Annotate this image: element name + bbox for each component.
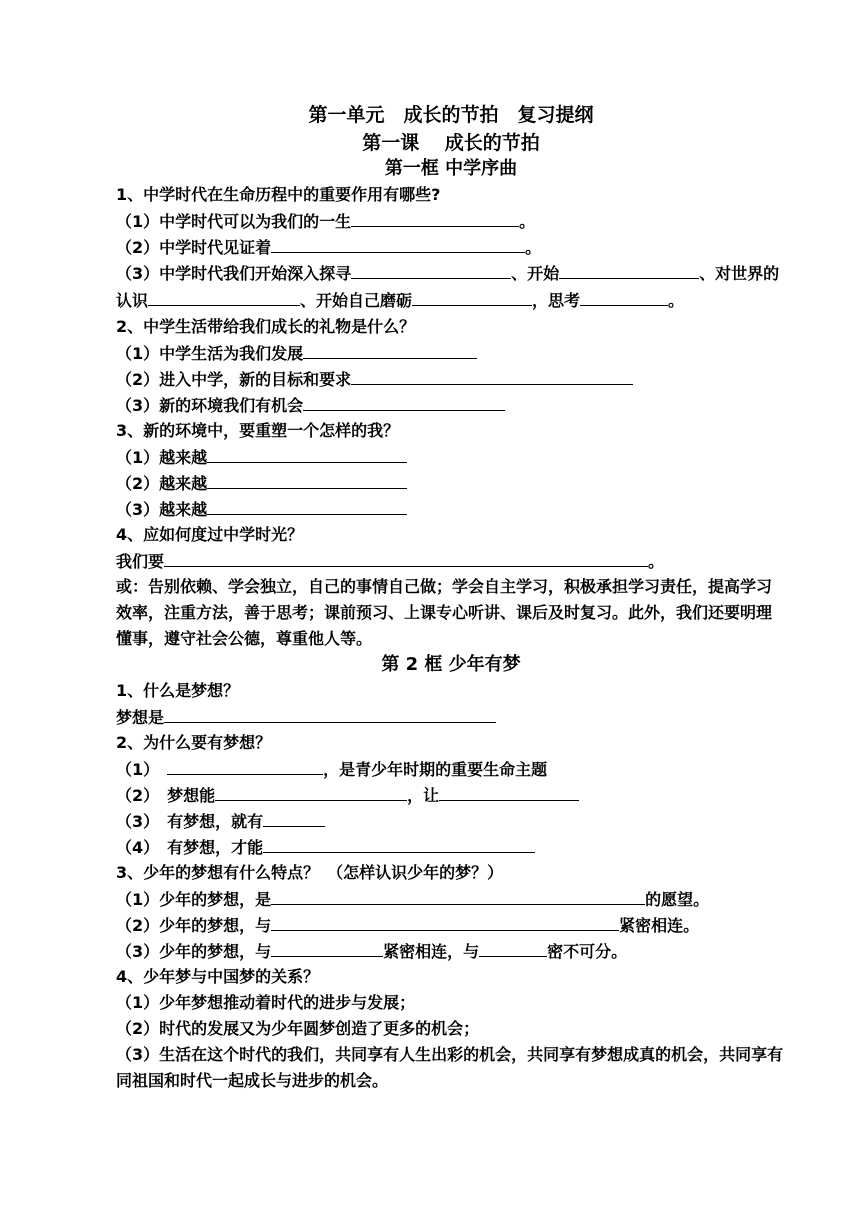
answer-line: （1）少年梦想推动着时代的进步与发展； [116, 993, 416, 1012]
answer-paragraph: （3）生活在这个时代的我们，共同享有人生出彩的机会，共同享有梦想成真的机会，共同享有同祖国和时代一起成长与进步的机会。 [116, 1045, 784, 1090]
answer-line: （2）进入中学，新的目标和要求 [116, 366, 786, 392]
question-4: 4、应如何度过中学时光？ [116, 525, 304, 544]
fill-blank[interactable] [164, 704, 496, 723]
answer-line: （3）新的环境我们有机会 [116, 392, 786, 418]
fill-blank[interactable] [207, 470, 407, 489]
question-1: 1、什么是梦想？ [116, 681, 240, 700]
answer-line: （2）越来越 [116, 470, 786, 496]
answer-line: （1）中学时代可以为我们的一生 。 [116, 208, 786, 234]
fill-blank[interactable] [164, 548, 648, 567]
fill-blank[interactable] [351, 366, 633, 385]
question-3: 3、少年的梦想有什么特点？ （怎样认识少年的梦？） [116, 863, 504, 882]
frame2-title: 第 2 框 少年有梦 [381, 654, 521, 675]
answer-line: （2）少年的梦想，与 紧密相连。 [116, 912, 786, 938]
answer-line: （2）时代的发展又为少年圆梦创造了更多的机会； [116, 1019, 480, 1038]
fill-blank[interactable] [263, 808, 325, 827]
question-3: 3、新的环境中，要重塑一个怎样的我？ [116, 421, 400, 440]
answer-line: （3）中学时代我们开始深入探寻 、开始 、对世界的认识 、开始自己磨砺 ，思考 。 [116, 260, 786, 314]
answer-line: （2） 梦想能 ，让 [116, 782, 786, 808]
lesson-title: 第一课 成长的节拍 [362, 132, 540, 154]
fill-blank[interactable] [271, 938, 383, 957]
answer-line: （4） 有梦想，才能 [116, 834, 786, 860]
question-4: 4、少年梦与中国梦的关系？ [116, 967, 320, 986]
document-page [116, 100, 786, 1094]
answer-line: （1）中学生活为我们发展 [116, 340, 786, 366]
answer-line: （1）少年的梦想，是 的愿望。 [116, 886, 786, 912]
answer-line: （3）越来越 [116, 496, 786, 522]
fill-blank[interactable] [215, 782, 407, 801]
answer-line: 我们要 。 [116, 548, 786, 574]
fill-blank[interactable] [580, 287, 668, 306]
answer-line: （3）少年的梦想，与 紧密相连，与 密不可分。 [116, 938, 786, 964]
fill-blank[interactable] [559, 260, 699, 279]
question-2: 2、为什么要有梦想？ [116, 733, 272, 752]
question-2: 2、中学生活带给我们成长的礼物是什么？ [116, 317, 416, 336]
fill-blank[interactable] [479, 938, 547, 957]
answer-line: （3） 有梦想，就有 [116, 808, 786, 834]
fill-blank[interactable] [351, 260, 511, 279]
answer-line: 梦想是 [116, 704, 786, 730]
fill-blank[interactable] [167, 756, 323, 775]
reference-answer-paragraph: 或：告别依赖、学会独立，自己的事情自己做；学会自主学习，积极承担学习责任，提高学习效率，注重方法，善于思考；课前预习、上课专心听讲、课后及时复习。此外，我们还要明理懂事，遵守社会公德，尊重他人等。 [116, 577, 773, 648]
fill-blank[interactable] [351, 208, 519, 227]
fill-blank[interactable] [271, 912, 619, 931]
fill-blank[interactable] [148, 287, 300, 306]
fill-blank[interactable] [303, 392, 505, 411]
fill-blank[interactable] [207, 496, 407, 515]
fill-blank[interactable] [439, 782, 579, 801]
question-1: 1、中学时代在生命历程中的重要作用有哪些? [116, 185, 441, 204]
answer-line: （1） ，是青少年时期的重要生命主题 [116, 756, 786, 782]
fill-blank[interactable] [271, 886, 645, 905]
fill-blank[interactable] [303, 340, 477, 359]
answer-line: （1）越来越 [116, 444, 786, 470]
fill-blank[interactable] [271, 234, 525, 253]
fill-blank[interactable] [412, 287, 532, 306]
fill-blank[interactable] [207, 444, 407, 463]
fill-blank[interactable] [263, 834, 535, 853]
unit-title: 第一单元 成长的节拍 复习提纲 [308, 104, 594, 126]
answer-line: （2）中学时代见证着 。 [116, 234, 786, 260]
frame1-title: 第一框 中学序曲 [384, 158, 518, 179]
